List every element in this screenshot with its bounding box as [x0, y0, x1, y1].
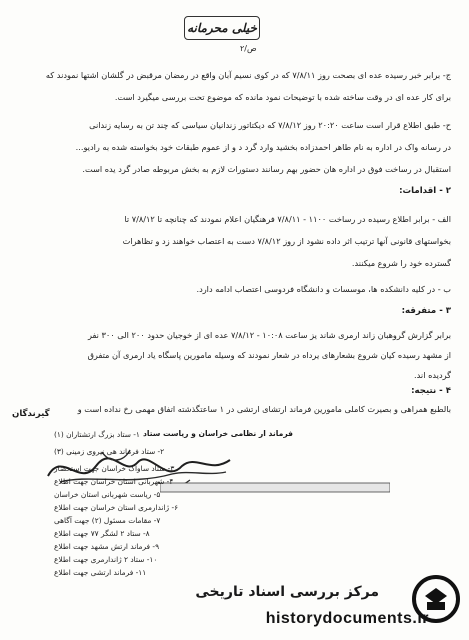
recipient-item: ۸- ستاد ۲ لشگر ۷۷ جهت اطلاع	[54, 529, 150, 538]
paragraph-ha: ح- طبق اطلاع قرار است ساعت ۲۰:۲۰ روز ۷/۸/۱۲ که دیکتاتور زندانیان سیاسی که چند تن به رسایه زندانی	[89, 120, 451, 130]
watermark-url: historydocuments.ir	[265, 610, 429, 627]
paragraph-jim: ج- برابر خبر رسیده عده ای بصحت روز ۷/۸/۱۱ که در کوی نسیم آبان واقع در رمضان مرقبض در گلشان اشتها نمودند که	[45, 70, 451, 80]
recipient-item: ۷- مقامات مسئول (۲) جهت آگاهی	[54, 516, 161, 525]
recipient-item: ۱۰- ستاد ۲ ژاندارمری جهت اطلاع	[54, 555, 158, 564]
recipient-item: ۲- ستاد فرماند هی نیروی زمینی (۳)	[54, 447, 165, 456]
recipient-item: ۱۱- فرماند ارتشی جهت اطلاع	[54, 568, 147, 577]
paragraph-ha-continued: در رسانه واک در اداره به نام طاهر احمدزاده بخشید وارد گرد د و از عموم طبقات خود بخواسته شده به رادیو...	[75, 142, 451, 152]
page-number: ص/۲	[240, 44, 257, 53]
paragraph-jim-continued: برای کار عده ای در وقت ساخته شده با توضیحات نمود مانده که موضوع تحت بررسی میگیرد است.	[114, 92, 451, 102]
section-result-heading: ۴ - نتیجه:	[411, 386, 451, 396]
watermark-brand: مرکز بررسی اسناد تاریخی	[195, 584, 379, 600]
paragraph-ha-end: استقبال در رساخت فوق در اداره هان حضور بهم رسانند دستورات لازم به بخش مربوطه صادر گرد یده است.	[82, 164, 451, 174]
recipient-item: ۱- ستاد بزرگ ارتشتاران (۱)	[54, 430, 140, 439]
section-misc-heading: ۳ - متفرقه:	[401, 306, 451, 316]
section-actions-heading: ۲ - اقدامات:	[399, 186, 451, 196]
watermark-footer	[165, 570, 465, 636]
result-text: بالطبع همراهی و بصیرت کاملی مامورین فرماند ارتشای ارتشی در ۱ ساعتگذشته اتفاق مهمی رخ نداده است و	[77, 404, 451, 414]
actions-alef: الف - برابر اطلاع رسیده در رساخت ۱۱۰۰ - ۷/۸/۱۱ فرهنگیان اعلام نمودند که چنانچه تا ۷/۸/۱۲ تا	[124, 214, 451, 224]
actions-alef-continued: بخواستهای قانونی آنها ترتیب اثر داده نشود از روز ۷/۸/۱۲ دست به اعتصاب خواهند زد و تظاهرات	[122, 236, 451, 246]
recipient-item: ۹- فرماند ارتش مشهد جهت اطلاع	[54, 542, 160, 551]
signature-label: فرماند ار نظامی خراسان و ریاست ستاد	[142, 429, 294, 438]
recipient-item: ۵- ریاست شهربانی استان خراسان	[54, 490, 161, 499]
classification-stamp: خیلی محرمانه	[184, 16, 260, 40]
actions-alef-end: گسترده خود را شروع میکنند.	[351, 258, 451, 268]
recipient-item: ۶- ژاندارمری استان خراسان جهت اطلاع	[54, 503, 179, 512]
recipient-item: ۴- شهربانی استان خراسان جهت اطلاع	[54, 477, 174, 486]
archive-logo-icon	[411, 574, 461, 624]
signature-stamp	[160, 478, 390, 490]
misc-text-end: گردیده اند.	[414, 370, 451, 380]
misc-text-continued: از مشهد رسیده کیان شروع بشعارهای یرداه در شعار نمودند که وسیله مامورین پاسگاه یاد ارمری آن متفرق	[87, 350, 451, 360]
recipient-item: ۳- ستاد ساواک خراسان جهت استحضار	[54, 464, 175, 473]
actions-be: ب - در کلیه دانشکده ها، موسسات و دانشگاه فردوسی اعتصاب ادامه دارد.	[196, 284, 451, 294]
recipients-title: گیرندگان	[12, 409, 50, 419]
misc-text: برابر گزارش گروهبان زاند ارمری شاند یز ساعت ۱۰:۰۸ - ۷/۸/۱۲ عده ای از خوجیان حدود ۲۰۰ الی ۳۰۰ نفر	[87, 330, 451, 340]
